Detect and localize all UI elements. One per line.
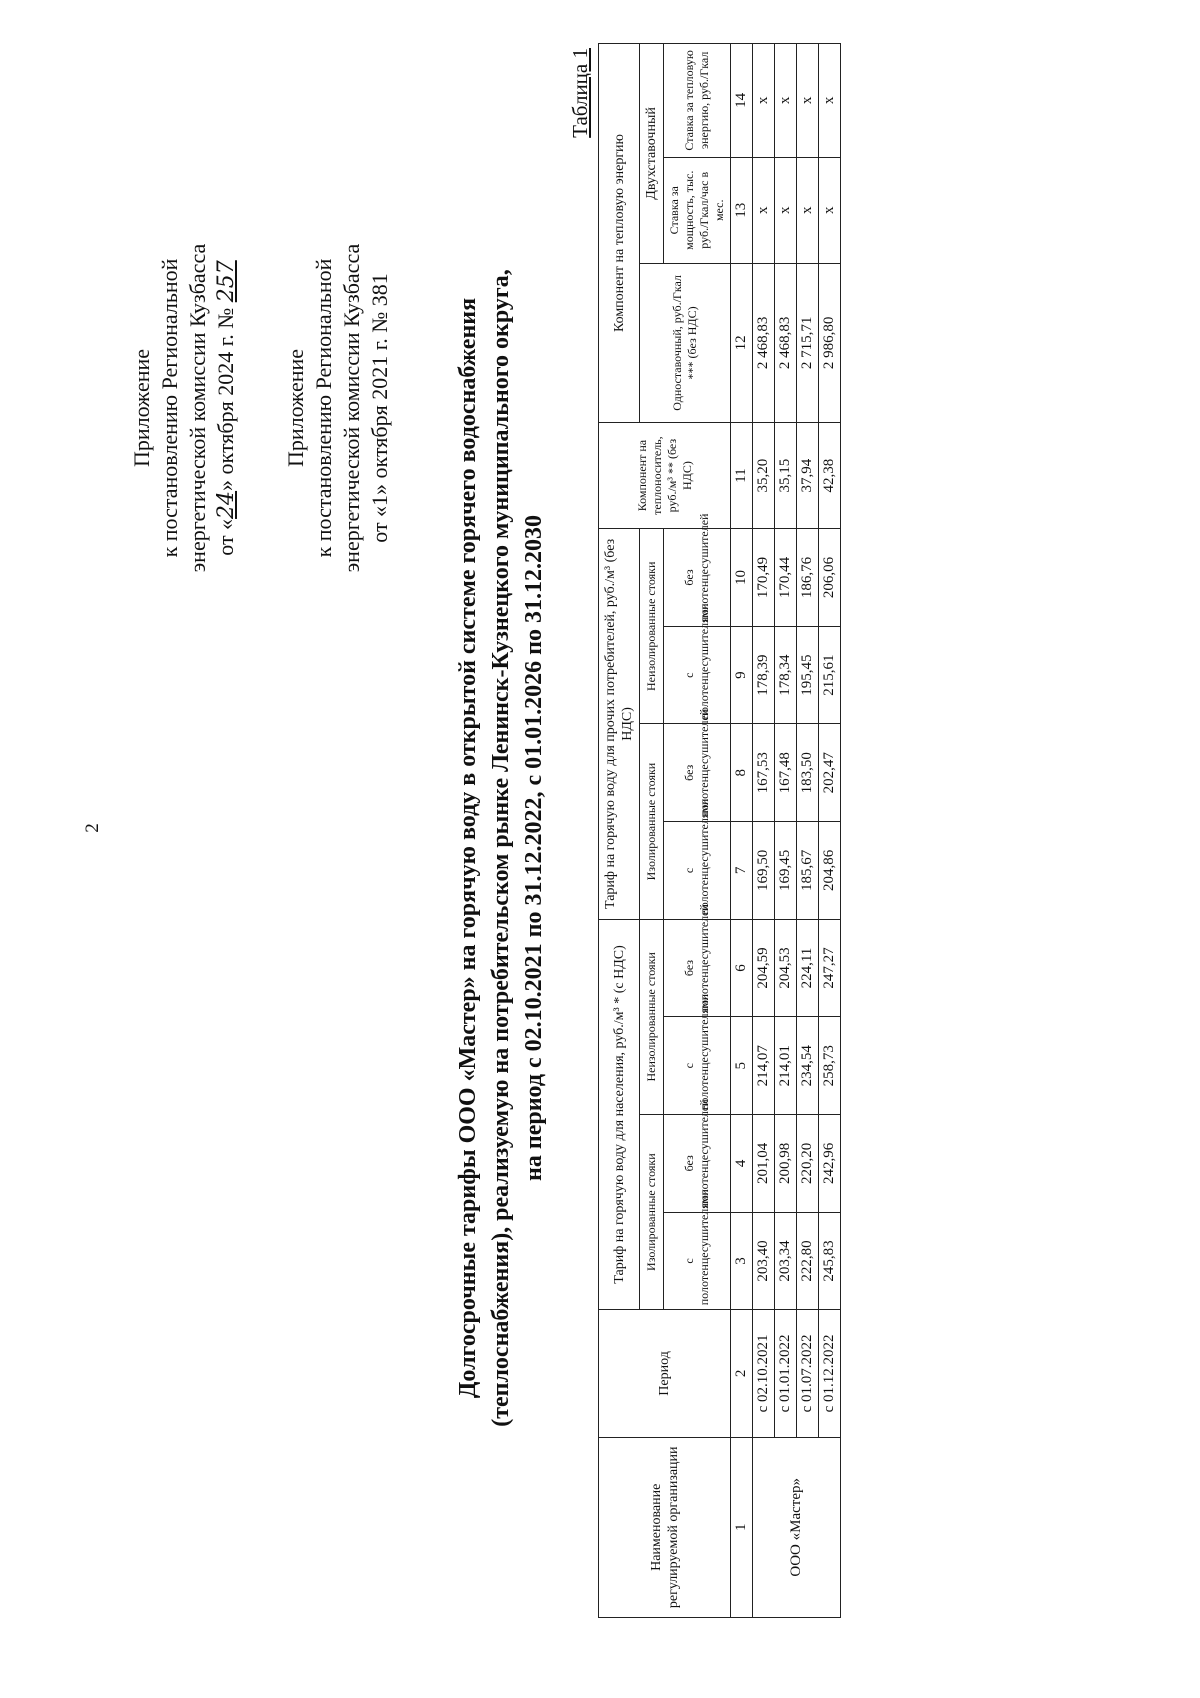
period-cell: с 02.10.2021 bbox=[753, 1310, 775, 1437]
page-number: 2 bbox=[82, 823, 103, 833]
value-cell: 220,20 bbox=[797, 1115, 819, 1213]
value-cell: 258,73 bbox=[819, 1017, 841, 1115]
value-cell: 206,06 bbox=[819, 529, 841, 627]
value-cell: 178,34 bbox=[775, 626, 797, 724]
column-number: 13 bbox=[731, 157, 753, 263]
tariff-table bbox=[598, 43, 841, 1618]
header-period: Период bbox=[599, 1310, 731, 1437]
value-cell: х bbox=[797, 44, 819, 158]
header-energy-rate: Ставка за тепловую энергию, руб./Гкал bbox=[664, 44, 731, 158]
header-col7: с полотенцесушителями bbox=[664, 822, 731, 920]
value-cell: 195,45 bbox=[797, 626, 819, 724]
header-col8: без полотенцесушителей bbox=[664, 724, 731, 822]
value-cell: х bbox=[775, 44, 797, 158]
value-cell: 222,80 bbox=[797, 1212, 819, 1310]
value-cell: 247,27 bbox=[819, 919, 841, 1017]
header-thermal-component: Компонент на тепловую энергию bbox=[599, 44, 640, 423]
value-cell: 215,61 bbox=[819, 626, 841, 724]
header-two-rate: Двухставочный bbox=[640, 44, 664, 264]
title-line3: на период с 02.10.2021 по 31.12.2022, с 01.01.2026 по 31.12.2030 bbox=[521, 515, 547, 1181]
organization-name: ООО «Мастер» bbox=[753, 1437, 841, 1617]
column-number-row bbox=[731, 44, 753, 1618]
appendix-original-line4: от «1» октября 2021 г. № 381 bbox=[367, 273, 392, 543]
appendix-original bbox=[282, 128, 394, 688]
column-number: 10 bbox=[731, 529, 753, 627]
value-cell: 200,98 bbox=[775, 1115, 797, 1213]
value-cell: 42,38 bbox=[819, 423, 841, 529]
value-cell: 169,50 bbox=[753, 822, 775, 920]
column-number: 7 bbox=[731, 822, 753, 920]
value-cell: 185,67 bbox=[797, 822, 819, 920]
header-col5: с полотенцесушителями bbox=[664, 1017, 731, 1115]
appendix-current bbox=[128, 128, 241, 688]
header-col3: с полотенцесушителями bbox=[664, 1212, 731, 1310]
value-cell: 170,49 bbox=[753, 529, 775, 627]
appendix-original-line2: к постановлению Региональной bbox=[311, 258, 336, 558]
document-title bbox=[452, 158, 551, 1538]
column-number: 9 bbox=[731, 626, 753, 724]
value-cell: 37,94 bbox=[797, 423, 819, 529]
header-insulated-other: Изолированные стояки bbox=[640, 724, 664, 919]
appendix-current-line3: энергетической комиссии Кузбасса bbox=[185, 243, 210, 573]
appendix-current-line2: к постановлению Региональной bbox=[157, 258, 182, 558]
value-cell: х bbox=[753, 44, 775, 158]
column-number: 12 bbox=[731, 263, 753, 422]
column-number: 4 bbox=[731, 1115, 753, 1213]
date-prefix: от « bbox=[213, 518, 238, 556]
value-cell: 245,83 bbox=[819, 1212, 841, 1310]
value-cell: 183,50 bbox=[797, 724, 819, 822]
title-line1: Долгосрочные тарифы ООО «Мастер» на горячую воду в открытой системе горячего водоснабжения bbox=[455, 297, 481, 1399]
column-number: 3 bbox=[731, 1212, 753, 1310]
value-cell: 178,39 bbox=[753, 626, 775, 724]
value-cell: 242,96 bbox=[819, 1115, 841, 1213]
value-cell: 204,86 bbox=[819, 822, 841, 920]
value-cell: 170,44 bbox=[775, 529, 797, 627]
column-number: 11 bbox=[731, 423, 753, 529]
header-col4: без полотенцесушителей bbox=[664, 1115, 731, 1213]
header-col10: без полотенцесушителей bbox=[664, 529, 731, 627]
value-cell: 201,04 bbox=[753, 1115, 775, 1213]
value-cell: х bbox=[775, 157, 797, 263]
value-cell: 2 715,71 bbox=[797, 263, 819, 422]
column-number: 2 bbox=[731, 1310, 753, 1437]
header-noninsulated-pop: Неизолированные стояки bbox=[640, 919, 664, 1114]
value-cell: 35,15 bbox=[775, 423, 797, 529]
period-cell: с 01.12.2022 bbox=[819, 1310, 841, 1437]
value-cell: 204,59 bbox=[753, 919, 775, 1017]
table-label: Таблица 1 bbox=[568, 48, 592, 138]
title-line2: (теплоснабжения), реализуемую на потребительском рынке Ленинск-Кузнецкого муниципального округа, bbox=[488, 269, 514, 1427]
value-cell: 214,01 bbox=[775, 1017, 797, 1115]
value-cell: 186,76 bbox=[797, 529, 819, 627]
appendix-original-line3: энергетической комиссии Кузбасса bbox=[339, 243, 364, 573]
table-row bbox=[819, 44, 841, 1618]
value-cell: 2 986,80 bbox=[819, 263, 841, 422]
value-cell: 203,34 bbox=[775, 1212, 797, 1310]
column-number: 6 bbox=[731, 919, 753, 1017]
value-cell: х bbox=[819, 44, 841, 158]
header-organization: Наименование регулируемой организации bbox=[599, 1437, 731, 1617]
period-cell: с 01.07.2022 bbox=[797, 1310, 819, 1437]
table-row bbox=[797, 44, 819, 1618]
column-number: 14 bbox=[731, 44, 753, 158]
appendix-original-line1: Приложение bbox=[283, 348, 308, 468]
header-col9: с полотенцесушителями bbox=[664, 626, 731, 724]
table-row bbox=[775, 44, 797, 1618]
value-cell: 2 468,83 bbox=[753, 263, 775, 422]
header-noninsulated-other: Неизолированные стояки bbox=[640, 529, 664, 724]
header-single-rate: Одноставочный, руб./Гкал *** (без НДС) bbox=[640, 263, 731, 422]
value-cell: 202,47 bbox=[819, 724, 841, 822]
value-cell: 169,45 bbox=[775, 822, 797, 920]
handwritten-number: 257 bbox=[214, 260, 239, 303]
value-cell: 167,48 bbox=[775, 724, 797, 822]
header-insulated-pop: Изолированные стояки bbox=[640, 1115, 664, 1310]
period-cell: с 01.01.2022 bbox=[775, 1310, 797, 1437]
header-capacity-rate: Ставка за мощность, тыс. руб./Гкал/час в мес. bbox=[664, 157, 731, 263]
value-cell: 204,53 bbox=[775, 919, 797, 1017]
value-cell: 224,11 bbox=[797, 919, 819, 1017]
column-number: 1 bbox=[731, 1437, 753, 1617]
value-cell: х bbox=[753, 157, 775, 263]
header-coolant-component: Компонент на теплоноситель, руб./м³ ** (без НДС) bbox=[599, 423, 731, 529]
table-row bbox=[753, 44, 775, 1618]
date-middle: » октября 2024 г. № bbox=[213, 307, 238, 491]
handwritten-day: 24 bbox=[214, 490, 239, 519]
header-population-tariff: Тариф на горячую воду для населения, руб./м³ * (с НДС) bbox=[599, 919, 640, 1310]
value-cell: 214,07 bbox=[753, 1017, 775, 1115]
value-cell: 234,54 bbox=[797, 1017, 819, 1115]
appendix-current-line1: Приложение bbox=[129, 348, 154, 468]
value-cell: 167,53 bbox=[753, 724, 775, 822]
appendix-current-date bbox=[212, 128, 241, 688]
header-row-1 bbox=[599, 44, 640, 1618]
header-other-tariff: Тариф на горячую воду для прочих потребителей, руб./м³ (без НДС) bbox=[599, 529, 640, 920]
value-cell: 35,20 bbox=[753, 423, 775, 529]
value-cell: х bbox=[819, 157, 841, 263]
header-col6: без полотенцесушителей bbox=[664, 919, 731, 1017]
column-number: 5 bbox=[731, 1017, 753, 1115]
value-cell: 2 468,83 bbox=[775, 263, 797, 422]
value-cell: х bbox=[797, 157, 819, 263]
value-cell: 203,40 bbox=[753, 1212, 775, 1310]
column-number: 8 bbox=[731, 724, 753, 822]
